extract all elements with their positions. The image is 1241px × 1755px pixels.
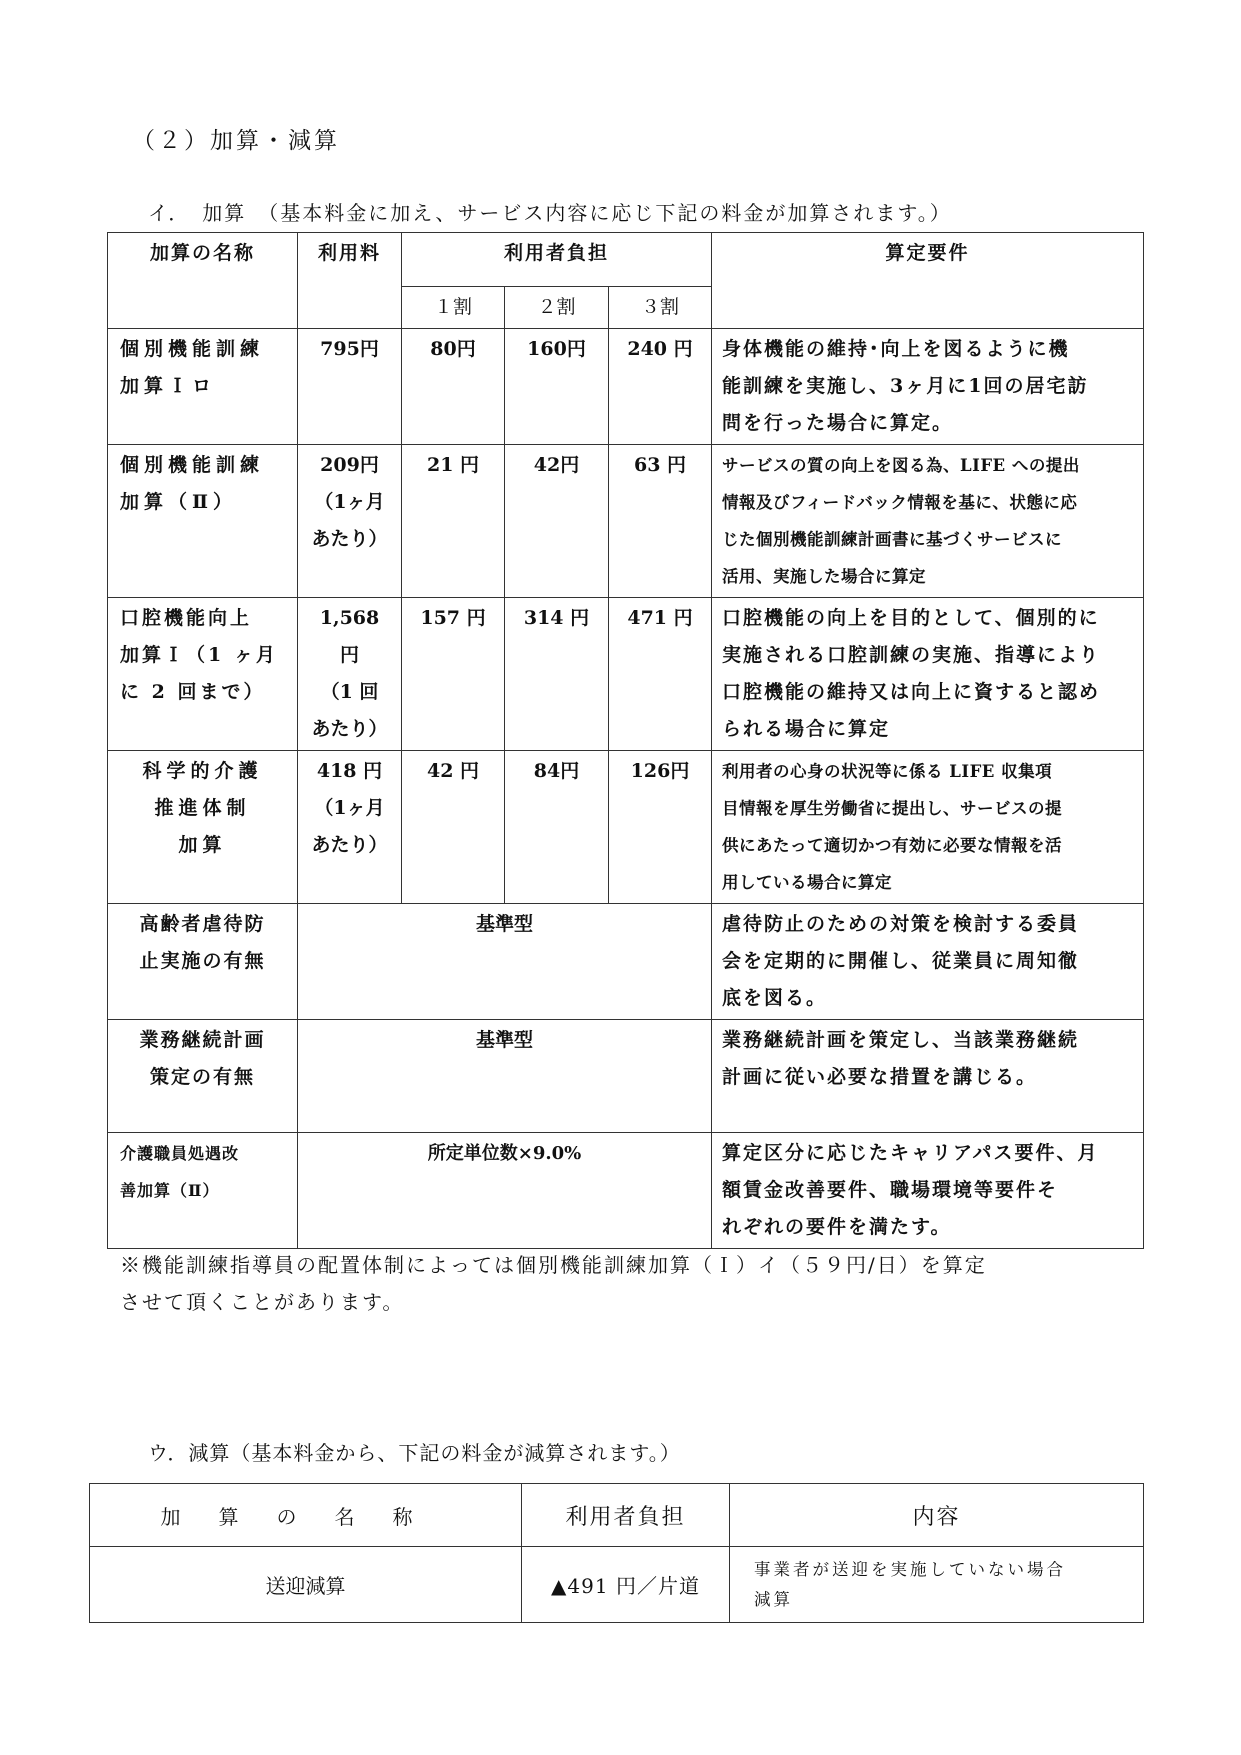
row-rate-1: 80円 bbox=[402, 329, 505, 445]
reduction-row-burden: ▲491 円／片道 bbox=[522, 1547, 730, 1623]
row-requirement: 身体機能の維持･向上を図るように機 能訓練を実施し、3ヶ月に1回の居宅訪 問を行った場合に算定。 bbox=[712, 329, 1144, 445]
row-rate-1: 42 円 bbox=[402, 751, 505, 904]
header-rate-1: １割 bbox=[402, 287, 505, 329]
row-rate-1: 21 円 bbox=[402, 445, 505, 598]
addition-note: ※機能訓練指導員の配置体制によっては個別機能訓練加算（Ｉ）イ（５９円/日）を算定 させて頂くことがあります。 bbox=[120, 1253, 987, 1314]
table-row bbox=[108, 329, 1144, 445]
row-rate-2: 314 円 bbox=[505, 598, 609, 751]
table-row bbox=[108, 1133, 1144, 1249]
row-requirement: サービスの質の向上を図る為、LIFE への提出 情報及びフィードバック情報を基に、状態に応 じた個別機能訓練計画書に基づくサービスに 活用、実施した場合に算定 bbox=[712, 445, 1144, 598]
table-row bbox=[108, 598, 1144, 751]
header-name: 加算の名称 bbox=[108, 233, 298, 329]
row-name: 科学的介護 推進体制 加算 bbox=[108, 751, 298, 904]
reduction-table bbox=[89, 1483, 1144, 1623]
table-row bbox=[90, 1547, 1144, 1623]
table-row bbox=[108, 904, 1144, 1020]
row-merged-value: 基準型 bbox=[298, 1020, 712, 1133]
row-merged-value: 所定単位数×9.0% bbox=[298, 1133, 712, 1249]
row-name: 高齢者虐待防 止実施の有無 bbox=[108, 904, 298, 1020]
row-requirement: 虐待防止のための対策を検討する委員 会を定期的に開催し、従業員に周知徹 底を図る。 bbox=[712, 904, 1144, 1020]
addition-subtitle: イ． 加算 （基本料金に加え、サービス内容に応じ下記の料金が加算されます。） bbox=[148, 201, 952, 225]
row-name: 口腔機能向上 加算Ｉ（1 ヶ月 に 2 回まで） bbox=[108, 598, 298, 751]
row-rate-1: 157 円 bbox=[402, 598, 505, 751]
header-burden: 利用者負担 bbox=[402, 233, 712, 287]
row-rate-3: 126円 bbox=[609, 751, 712, 904]
row-rate-3: 471 円 bbox=[609, 598, 712, 751]
section-title: （２）加算・減算 bbox=[132, 128, 340, 154]
table-row bbox=[108, 1020, 1144, 1133]
reduction-header-burden: 利用者負担 bbox=[522, 1484, 730, 1547]
reduction-subtitle: ウ．減算（基本料金から、下記の料金が減算されます。） bbox=[148, 1441, 681, 1465]
header-fee: 利用料 bbox=[298, 233, 402, 329]
reduction-row-name: 送迎減算 bbox=[90, 1547, 522, 1623]
row-merged-value: 基準型 bbox=[298, 904, 712, 1020]
row-rate-2: 160円 bbox=[505, 329, 609, 445]
row-name: 業務継続計画 策定の有無 bbox=[108, 1020, 298, 1133]
header-rate-2: ２割 bbox=[505, 287, 609, 329]
reduction-row-content: 事業者が送迎を実施していない場合 減算 bbox=[730, 1547, 1144, 1623]
row-requirement: 業務継続計画を策定し、当該業務継続 計画に従い必要な措置を講じる。 bbox=[712, 1020, 1144, 1133]
row-rate-2: 42円 bbox=[505, 445, 609, 598]
header-requirement: 算定要件 bbox=[712, 233, 1144, 329]
addition-table bbox=[107, 232, 1144, 1249]
header-rate-3: ３割 bbox=[609, 287, 712, 329]
row-rate-3: 63 円 bbox=[609, 445, 712, 598]
row-fee: 1,568 円 （1 回 あたり） bbox=[298, 598, 402, 751]
row-requirement: 算定区分に応じたキャリアパス要件、月 額賃金改善要件、職場環境等要件そ れぞれの要件を満たす。 bbox=[712, 1133, 1144, 1249]
row-rate-2: 84円 bbox=[505, 751, 609, 904]
row-fee: 209円 （1ヶ月 あたり） bbox=[298, 445, 402, 598]
row-name: 個別機能訓練 加算Ｉロ bbox=[108, 329, 298, 445]
row-requirement: 口腔機能の向上を目的として、個別的に 実施される口腔訓練の実施、指導により 口腔機能の維持又は向上に資すると認め られる場合に算定 bbox=[712, 598, 1144, 751]
row-requirement: 利用者の心身の状況等に係る LIFE 収集項 目情報を厚生労働省に提出し、サービスの提 供にあたって適切かつ有効に必要な情報を活 用している場合に算定 bbox=[712, 751, 1144, 904]
table-row bbox=[108, 445, 1144, 598]
table-row bbox=[108, 751, 1144, 904]
row-name: 個別機能訓練 加算（Ⅱ） bbox=[108, 445, 298, 598]
reduction-header-content: 内容 bbox=[730, 1484, 1144, 1547]
row-rate-3: 240 円 bbox=[609, 329, 712, 445]
reduction-header-name: 加算の名称 bbox=[90, 1484, 522, 1547]
row-fee: 418 円 （1ヶ月 あたり） bbox=[298, 751, 402, 904]
row-name: 介護職員処遇改 善加算（Ⅱ） bbox=[108, 1133, 298, 1249]
row-fee: 795円 bbox=[298, 329, 402, 445]
